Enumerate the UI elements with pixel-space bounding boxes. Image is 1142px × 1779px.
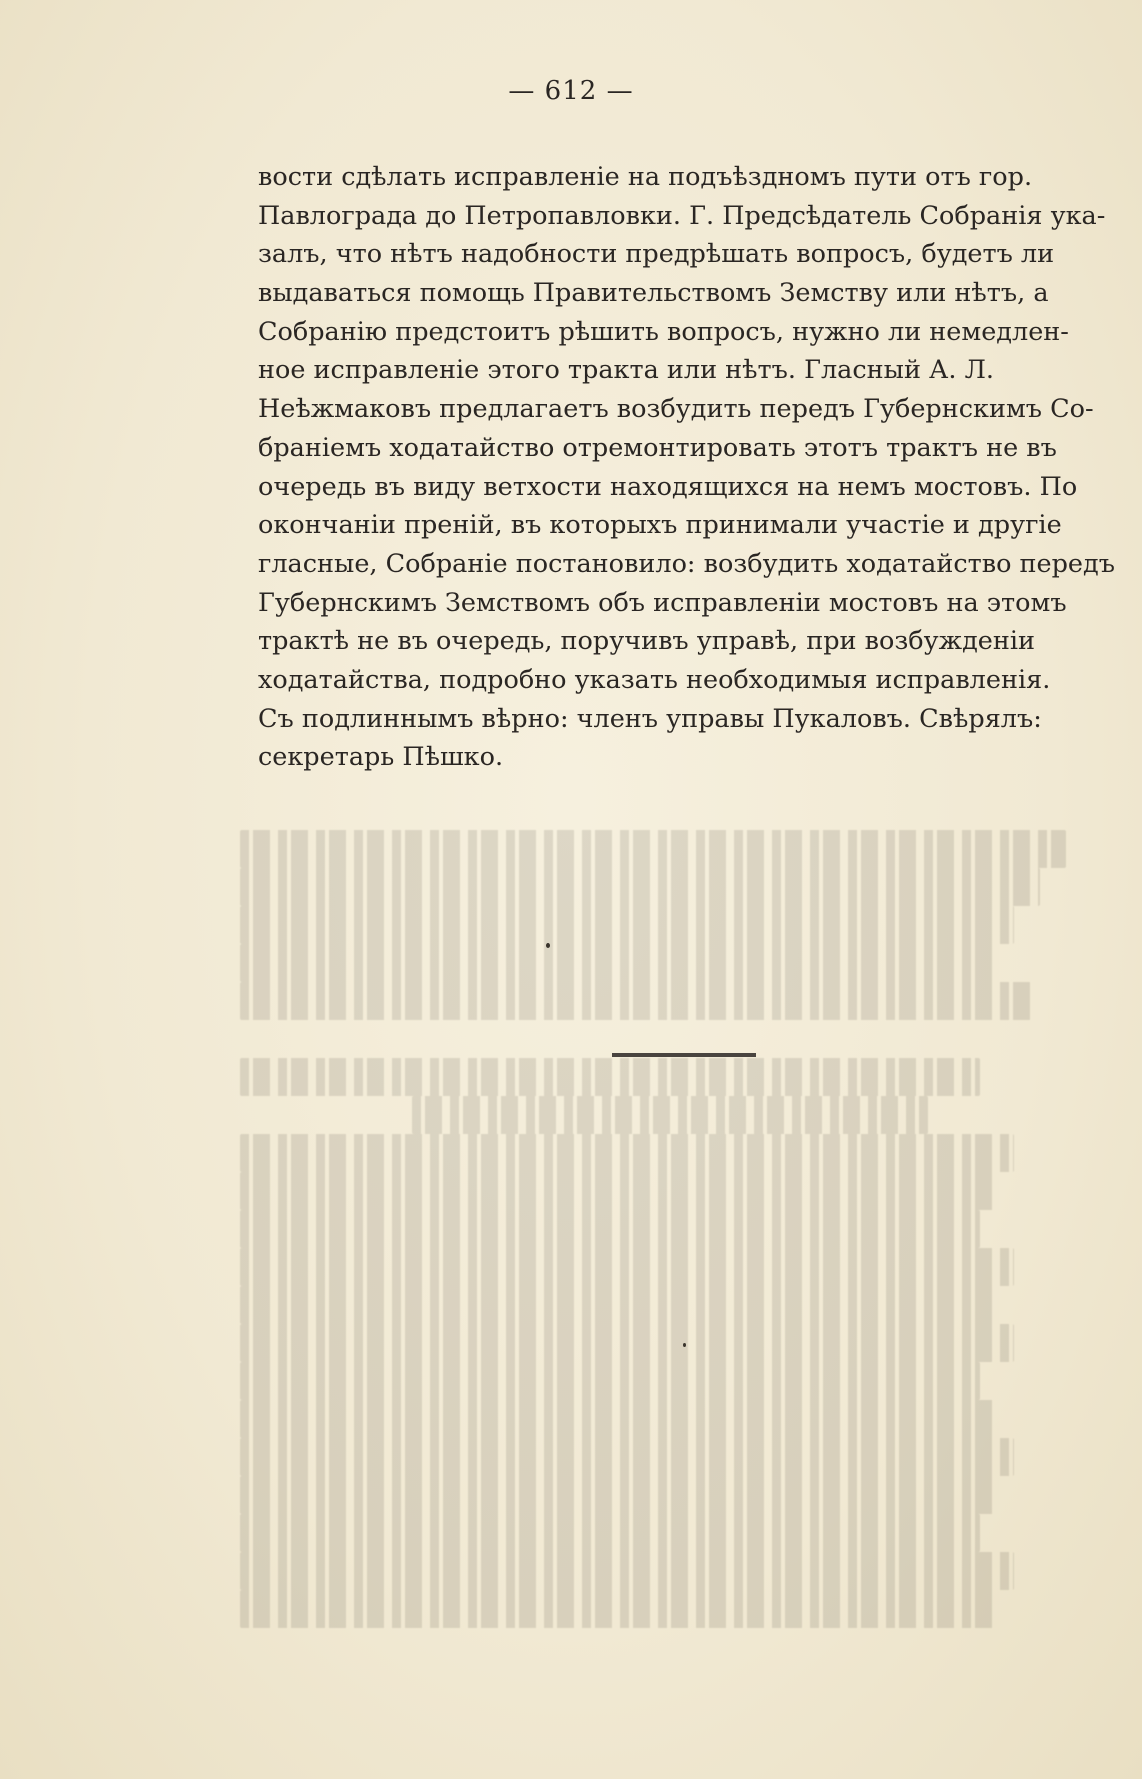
ink-speck bbox=[683, 1343, 686, 1347]
text-line: Собранію предстоитъ рѣшить вопросъ, нужно ли немедлен- bbox=[258, 316, 1069, 347]
text-line: Неѣжмаковъ предлагаетъ возбудить передъ Губернскимъ Со- bbox=[258, 394, 1094, 425]
text-line: выдаваться помощь Правительствомъ Земству или нѣтъ, а bbox=[258, 278, 1049, 309]
body-text bbox=[258, 158, 1115, 777]
text-line: окончаніи преній, въ которыхъ принимали участіе и другіе bbox=[258, 510, 1062, 541]
page-number: — 612 — bbox=[508, 76, 634, 106]
text-line: ходатайства, подробно указать необходимыя исправленія. bbox=[258, 664, 1051, 695]
text-line: Съ подлиннымъ вѣрно: членъ управы Пукаловъ. Свѣрялъ: bbox=[258, 703, 1042, 734]
section-divider bbox=[612, 1053, 756, 1057]
text-line: браніемъ ходатайство отремонтировать этотъ трактъ не въ bbox=[258, 432, 1057, 463]
text-line: Павлограда до Петропавловки. Г. Предсѣдатель Собранія ука- bbox=[258, 200, 1106, 231]
text-line: трактѣ не въ очередь, поручивъ управѣ, при возбужденіи bbox=[258, 626, 1036, 657]
text-line: секретарь Пѣшко. bbox=[258, 742, 504, 773]
text-line: Губернскимъ Земствомъ объ исправленіи мостовъ на этомъ bbox=[258, 587, 1067, 618]
text-line: вости сдѣлать исправленіе на подъѣздномъ пути отъ гор. bbox=[258, 162, 1033, 192]
text-line: ное исправленіе этого тракта или нѣтъ. Гласный А. Л. bbox=[258, 355, 994, 386]
text-line: очередь въ виду ветхости находящихся на немъ мостовъ. По bbox=[258, 471, 1078, 502]
text-line: залъ, что нѣтъ надобности предрѣшать вопросъ, будетъ ли bbox=[258, 239, 1055, 270]
ink-speck bbox=[546, 943, 550, 948]
bleed-through-texture bbox=[240, 830, 1100, 1670]
text-line: гласные, Собраніе постановило: возбудить ходатайство передъ bbox=[258, 548, 1115, 579]
